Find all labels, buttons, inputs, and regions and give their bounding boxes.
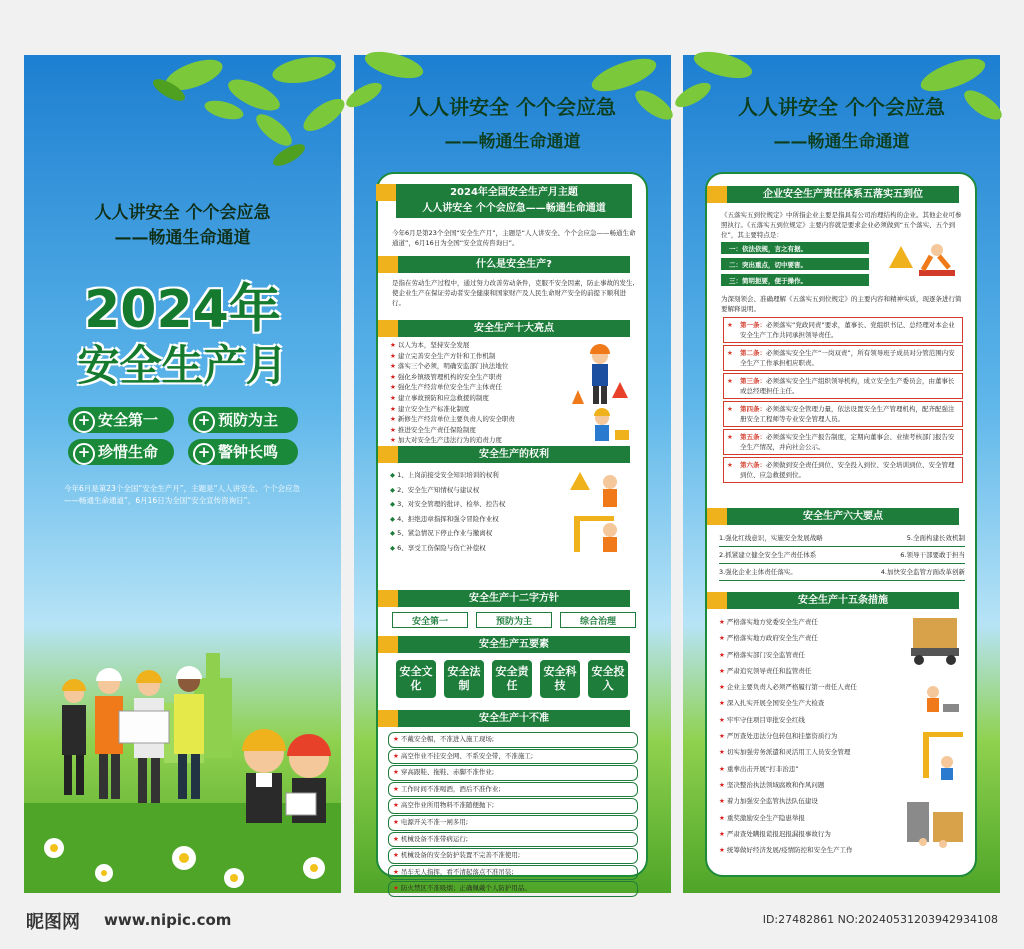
responsibility-intro: 《五落实五到位规定》中所指企业主要是指具有公司治理结构的企业。其他企业可参照执行。《五落实五到位规定》主要内容就是要求企业必须做到“五个落实、五个到位”，其主要特点是： — [721, 211, 962, 239]
list-item: ★ 高空作业不挂安全网、不系安全带，不准施工; — [388, 749, 638, 765]
list-item: ◆ 4、拒绝违章指挥和强令冒险作业权 — [390, 512, 505, 527]
article-label: 第四条： — [740, 405, 766, 413]
article-5 — [723, 429, 963, 455]
warning-sign-illustration — [889, 240, 959, 288]
list-item: ★ 统筹做好经济发展/疫情防控和安全生产工作 — [719, 842, 857, 858]
list-item: ★ 严格落实部门安全监管责任 — [719, 647, 857, 663]
element-box: 安全法制 — [444, 660, 484, 698]
article-1 — [723, 317, 963, 343]
construction-site-illustration — [903, 612, 969, 852]
theme-heading: 2024年全国安全生产月主题 — [450, 187, 578, 198]
six-points-row — [719, 547, 965, 564]
footer-logo: 昵图网 — [26, 912, 80, 933]
list-item: ◆ 5、紧急情况下停止作业与撤离权 — [390, 526, 505, 541]
list-item: ★ 防火禁区不准吸烟；正确佩戴个人防护用品。 — [388, 881, 638, 897]
poster-panel-3 — [683, 55, 1000, 893]
list-item: ★ 推进安全生产责任保险制度 — [390, 425, 515, 436]
panel1-intro: 今年6月是第23个全国“安全生产月”，主题是“人人讲安全、个个会应急——畅通生命通道”，6月16日为全国“安全宣传咨询日”。 — [64, 484, 300, 505]
list-item: ★ 坚决整治执法领域腐败和作风问题 — [719, 777, 857, 793]
ten-no-list — [388, 732, 638, 898]
what-text: 是指在劳动生产过程中，通过努力改善劳动条件，克服不安全因素，防止事故的发生,使企业生产在保证劳动者安全健康和国家财产及人民生命财产安全的前提下顺利进行。 — [392, 279, 635, 307]
theme-heading-box — [396, 184, 632, 218]
theme-sub: 人人讲安全 个个会应急——畅通生命通道 — [422, 203, 606, 214]
list-item: ★ 切实加强劳务派遣和灵活用工人员安全管理 — [719, 744, 857, 760]
article-text: 必须落实安全管理力量，依法设置安全生产管理机构，配齐配强注册安全工程师等专业安全管理人员。 — [740, 405, 955, 423]
fifteen-measures-heading: 安全生产十五条措施 — [727, 592, 959, 609]
list-item: ★ 重奖激励安全生产隐患举报 — [719, 810, 857, 826]
list-item: ★ 以人为本，坚持安全发展 — [390, 340, 515, 351]
ten-highlights-list — [390, 340, 515, 446]
slogan-line-1: 人人讲安全 个个会应急 — [94, 203, 271, 223]
what-heading: 什么是安全生产? — [398, 256, 630, 273]
list-item: ★ 建立完善安全生产方针和工作机制 — [390, 351, 515, 362]
point-item: 2.抓紧建立健全安全生产责任体系 — [719, 551, 817, 559]
rights-list — [390, 468, 505, 555]
list-item: ★ 强化生产经营单位安全生产主体责任 — [390, 382, 515, 393]
point-item: 3.强化企业主体责任落实。 — [719, 568, 797, 576]
slogan-line-2: ——畅通生命通道 — [114, 228, 251, 248]
rights-heading: 安全生产的权利 — [398, 446, 630, 463]
month-title: 安全生产月 — [77, 341, 288, 390]
leaves-decoration — [24, 55, 341, 175]
list-item: ◆ 2、安全生产知情权与建议权 — [390, 483, 505, 498]
panel3-title-1: 人人讲安全 个个会应急 — [738, 95, 945, 119]
list-item: ◆ 3、对安全管理的批评、检举、控告权 — [390, 497, 505, 512]
theme-text: 今年6月是第23个全国“安全生产月”，主题是“人人讲安全、个个会应急——畅通生命通道”，6月16日为全国“安全宣传咨询日”。 — [392, 229, 636, 247]
five-elements-heading: 安全生产五要素 — [398, 636, 630, 653]
ten-highlights-heading: 安全生产十大亮点 — [398, 320, 630, 337]
list-item: ★ 穿高跟鞋、拖鞋、赤脚不准作业; — [388, 765, 638, 781]
panel3-title-2: ——畅通生命通道 — [773, 132, 910, 152]
list-item: ★ 高空作业所用物料不准随便抛下; — [388, 798, 638, 814]
pill-cherish-life: + 珍惜生命 — [68, 439, 174, 465]
list-item: ◆ 6、享受工伤保险与伤亡补偿权 — [390, 541, 505, 556]
list-item: ★ 牢牢守住项目审批安全红线 — [719, 712, 857, 728]
workers-illustration — [24, 633, 341, 893]
year-title: 2024年 — [84, 280, 281, 340]
element-box: 安全文化 — [396, 660, 436, 698]
article-label: 第三条： — [740, 377, 766, 385]
list-item: ★ 新修生产经营单位主要负责人的安全职责 — [390, 414, 515, 425]
six-points-heading: 安全生产六大要点 — [727, 508, 959, 525]
point-item: 1.强化红线意识，实施安全发展战略 — [719, 534, 823, 542]
list-item: ★ 落实三个必须，明确安监部门执法地位 — [390, 361, 515, 372]
list-item: ★ 不戴安全帽，不准进入施工现场; — [388, 732, 638, 748]
list-item: ★ 建立安全生产标准化制度 — [390, 404, 515, 415]
article-2 — [723, 345, 963, 371]
list-item: ★ 深入扎实开展全国安全生产大检查 — [719, 695, 857, 711]
six-points-grid — [719, 530, 965, 581]
pill-prevention: + 预防为主 — [188, 407, 298, 433]
feature-bar: 二：突出重点，切中要害。 — [721, 258, 869, 270]
fifteen-measures-list — [719, 614, 857, 858]
article-4 — [723, 401, 963, 427]
list-item: ★ 机械设备的安全防护装置不完善不准使用; — [388, 848, 638, 864]
panel3-content-card — [705, 172, 977, 877]
principle-box: 综合治理 — [560, 612, 636, 628]
responsibility-heading: 企业安全生产责任体系五落实五到位 — [727, 186, 959, 203]
list-item: ★ 建立事故预防和应急救援的制度 — [390, 393, 515, 404]
list-item: ◆ 1、上岗前接受安全知识培训的权利 — [390, 468, 505, 483]
panel2-title-2: ——畅通生命通道 — [444, 132, 581, 152]
principle-box: 安全第一 — [392, 612, 468, 628]
article-label: 第一条： — [740, 321, 766, 329]
panel2-content-card — [376, 172, 648, 893]
element-box: 安全科技 — [540, 660, 580, 698]
article-6 — [723, 457, 963, 483]
point-item: 4.加快安全监管方面改革创新 — [880, 568, 965, 576]
construction-illustration — [570, 468, 636, 552]
worker-illustration — [570, 342, 640, 452]
six-points-row — [719, 530, 965, 547]
poster-panel-1 — [24, 55, 341, 893]
footer-site[interactable]: www.nipic.com — [104, 911, 232, 929]
list-item: ★ 重拳出击开展“打非治违” — [719, 761, 857, 777]
list-item: ★ 电源开关不准一闸多用; — [388, 815, 638, 831]
panel2-title-1: 人人讲安全 个个会应急 — [409, 95, 616, 119]
list-item: ★ 强化乡镇级管理机构的安全生产职责 — [390, 372, 515, 383]
article-3 — [723, 373, 963, 399]
article-text: 必须做到安全责任到位、安全投入到位、安全培训到位、安全管理到位、应急救援到位。 — [740, 461, 955, 479]
list-item: ★ 着力加强安全监管执法队伍建设 — [719, 793, 857, 809]
list-item: ★ 严肃追究领导责任和监管责任 — [719, 663, 857, 679]
list-item: ★ 机械设备不准带病运行; — [388, 832, 638, 848]
element-box: 安全投入 — [588, 660, 628, 698]
list-item: ★ 严厉查处违法分包转包和挂靠资质行为 — [719, 728, 857, 744]
article-label: 第五条： — [740, 433, 766, 441]
ten-no-heading: 安全生产十不准 — [398, 710, 630, 727]
list-item: ★ 严格落实地方党委安全生产责任 — [719, 614, 857, 630]
article-label: 第二条： — [740, 349, 766, 357]
point-item: 6.领导干部要敢于担当 — [900, 551, 965, 559]
list-item: ★ 吊车无人指挥，看不清起落点不准吊装; — [388, 865, 638, 881]
footer-bar — [0, 906, 1024, 936]
article-text: 必须落实安全生产报告制度，定期向董事会、业绩考核部门报告安全生产情况，并向社会公示。 — [740, 433, 955, 451]
list-item: ★ 企业主要负责人必须严格履行第一责任人责任 — [719, 679, 857, 695]
article-text: 必须落实安全生产组织领导机构，成立安全生产委员会，由董事长或总经理担任主任。 — [740, 377, 955, 395]
principle-box: 预防为主 — [476, 612, 552, 628]
article-label: 第六条： — [740, 461, 766, 469]
twelve-char-heading: 安全生产十二字方针 — [398, 590, 630, 607]
list-item: ★ 严肃查处瞒报谎报迟报漏报事故行为 — [719, 826, 857, 842]
pill-alarm: + 警钟长鸣 — [188, 439, 298, 465]
list-item: ★ 严格落实地方政府安全生产责任 — [719, 630, 857, 646]
article-text: 必须落实安全生产“一岗双责”，所有领导班子成员对分管范围内安全生产工作承担相应职责。 — [740, 349, 955, 367]
list-item: ★ 工作时间不准喝酒，酒后不准作业; — [388, 782, 638, 798]
pill-safety-first: + 安全第一 — [68, 407, 174, 433]
article-text: 必须落实“党政同责”要求，董事长、党组织书记、总经理对本企业安全生产工作共同承担领导责任。 — [740, 321, 955, 339]
point-item: 5.全面构建长效机制 — [906, 534, 965, 542]
footer-id: ID:27482861 NO:20240531203942934108 — [762, 913, 998, 926]
feature-bar: 三：简明扼要，便于操作。 — [721, 274, 869, 286]
feature-bar: 一：依法依规，言之有据。 — [721, 242, 869, 254]
responsibility-note: 为深刻领会、准确理解《五落实五到位规定》的主要内容和精神实质，现逐条进行简要解释说明。 — [721, 295, 962, 313]
element-box: 安全责任 — [492, 660, 532, 698]
list-item: ★ 加大对安全生产违法行为的追责力度 — [390, 435, 515, 446]
six-points-row — [719, 564, 965, 581]
poster-panel-2 — [354, 55, 671, 893]
